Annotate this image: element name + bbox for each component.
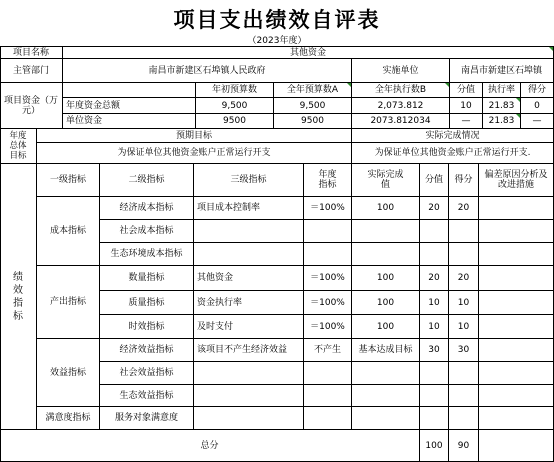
perf-side-label: 绩效指标 bbox=[0, 164, 37, 430]
output-quality-score: 10 bbox=[449, 291, 479, 315]
goal-expected-header: 预期目标 bbox=[37, 129, 352, 143]
funds-row-total-initial: 9,500 bbox=[196, 98, 274, 114]
funds-row-unit-annual: 9500 bbox=[274, 114, 352, 129]
benefit-target: 不产生 bbox=[304, 339, 352, 362]
satisfaction-score-full bbox=[420, 407, 449, 430]
benefit-l2-eco: 生态效益指标 bbox=[100, 385, 194, 407]
perf-header-l2: 二级指标 bbox=[100, 164, 194, 197]
funds-header-score-full: 分值 bbox=[450, 83, 483, 98]
funds-header-blank bbox=[63, 83, 196, 98]
benefit-score-full: 30 bbox=[420, 339, 449, 362]
benefit-deviation bbox=[479, 339, 554, 362]
cost-l3-social bbox=[194, 220, 304, 243]
total-score: 90 bbox=[449, 430, 479, 462]
cost-social-score bbox=[449, 220, 479, 243]
cost-actual: 100 bbox=[352, 197, 420, 220]
funds-header-initial: 年初预算数 bbox=[196, 83, 274, 98]
project-name-value: 其他资金 bbox=[63, 47, 554, 59]
perf-header-target: 年度指标 bbox=[304, 164, 352, 197]
benefit-social-actual bbox=[352, 362, 420, 385]
cost-eco-deviation bbox=[479, 243, 554, 266]
cost-l2-social: 社会成本指标 bbox=[100, 220, 194, 243]
funds-row-total-exec: 2,073.812 bbox=[352, 98, 450, 114]
funds-row-unit-rate: 21.83 bbox=[483, 114, 521, 129]
cost-target: ＝100% bbox=[304, 197, 352, 220]
cost-l2-eco: 生态环境成本指标 bbox=[100, 243, 194, 266]
funds-header-annual-exec: 全年执行数B bbox=[352, 83, 450, 98]
funds-label: 项目资金（万元） bbox=[0, 83, 63, 129]
funds-header-annual-budget: 全年预算数A bbox=[274, 83, 352, 98]
funds-row-unit-name: 单位资金 bbox=[63, 114, 196, 129]
output-l3-quantity: 其他资金 bbox=[194, 266, 304, 291]
impl-unit-value: 南昌市新建区石埠镇 bbox=[450, 59, 554, 83]
benefit-social-deviation bbox=[479, 362, 554, 385]
satisfaction-deviation bbox=[479, 407, 554, 430]
cost-social-deviation bbox=[479, 220, 554, 243]
year-label: （2023年度） bbox=[247, 36, 307, 46]
cost-deviation bbox=[479, 197, 554, 220]
benefit-social-score bbox=[449, 362, 479, 385]
output-quantity-target: ＝100% bbox=[304, 266, 352, 291]
benefit-l3-eco bbox=[194, 385, 304, 407]
dept-value: 南昌市新建区石埠镇人民政府 bbox=[63, 59, 352, 83]
output-quantity-actual: 100 bbox=[352, 266, 420, 291]
output-quality-score-full: 10 bbox=[420, 291, 449, 315]
benefit-l3-economic: 该项目不产生经济效益 bbox=[194, 339, 304, 362]
perf-header-l1: 一级指标 bbox=[37, 164, 100, 197]
funds-row-unit-score: — bbox=[521, 114, 554, 129]
benefit-actual: 基本达成目标 bbox=[352, 339, 420, 362]
perf-header-deviation: 偏差原因分析及改进措施 bbox=[479, 164, 554, 197]
funds-row-total-name: 年度资金总额 bbox=[63, 98, 196, 114]
satisfaction-l1: 满意度指标 bbox=[37, 407, 100, 430]
benefit-social-target bbox=[304, 362, 352, 385]
cost-social-score-full bbox=[420, 220, 449, 243]
benefit-l3-social bbox=[194, 362, 304, 385]
satisfaction-l3 bbox=[194, 407, 304, 430]
benefit-eco-score-full bbox=[420, 385, 449, 407]
benefit-l2-economic: 经济效益指标 bbox=[100, 339, 194, 362]
cost-eco-score-full bbox=[420, 243, 449, 266]
output-timeliness-target: ＝100% bbox=[304, 315, 352, 339]
benefit-l2-social: 社会效益指标 bbox=[100, 362, 194, 385]
funds-row-unit-score-full: — bbox=[450, 114, 483, 129]
cost-l2-economic: 经济成本指标 bbox=[100, 197, 194, 220]
output-l2-quantity: 数量指标 bbox=[100, 266, 194, 291]
total-score-full: 100 bbox=[420, 430, 449, 462]
cost-l3-eco bbox=[194, 243, 304, 266]
output-l3-timeliness: 及时支付 bbox=[194, 315, 304, 339]
output-timeliness-deviation bbox=[479, 315, 554, 339]
funds-header-score: 得分 bbox=[521, 83, 554, 98]
output-quantity-score-full: 20 bbox=[420, 266, 449, 291]
perf-header-actual: 实际完成值 bbox=[352, 164, 420, 197]
funds-row-unit-exec: 2073.812034 bbox=[352, 114, 450, 129]
benefit-score: 30 bbox=[449, 339, 479, 362]
goal-actual-header: 实际完成情况 bbox=[352, 129, 554, 143]
output-quality-deviation bbox=[479, 291, 554, 315]
goal-expected-text: 为保证单位其他资金账户正常运行开支 bbox=[37, 143, 352, 164]
impl-unit-label: 实施单位 bbox=[352, 59, 450, 83]
total-deviation bbox=[479, 430, 554, 462]
funds-row-total-score: 0 bbox=[521, 98, 554, 114]
output-l1: 产出指标 bbox=[37, 266, 100, 339]
satisfaction-score bbox=[449, 407, 479, 430]
output-quantity-score: 20 bbox=[449, 266, 479, 291]
output-quality-target: ＝100% bbox=[304, 291, 352, 315]
satisfaction-target bbox=[304, 407, 352, 430]
cost-eco-actual bbox=[352, 243, 420, 266]
funds-row-total-annual: 9,500 bbox=[274, 98, 352, 114]
benefit-eco-actual bbox=[352, 385, 420, 407]
goal-label: 年度总体目标 bbox=[0, 129, 37, 164]
output-timeliness-actual: 100 bbox=[352, 315, 420, 339]
cost-eco-target bbox=[304, 243, 352, 266]
funds-row-unit-initial: 9500 bbox=[196, 114, 274, 129]
funds-header-exec-rate: 执行率 bbox=[483, 83, 521, 98]
benefit-eco-target bbox=[304, 385, 352, 407]
benefit-eco-deviation bbox=[479, 385, 554, 407]
perf-header-score: 得分 bbox=[449, 164, 479, 197]
benefit-social-score-full bbox=[420, 362, 449, 385]
satisfaction-actual bbox=[352, 407, 420, 430]
cost-l1: 成本指标 bbox=[37, 197, 100, 266]
total-label: 总分 bbox=[0, 430, 420, 462]
cost-eco-score bbox=[449, 243, 479, 266]
output-quality-actual: 100 bbox=[352, 291, 420, 315]
output-timeliness-score-full: 10 bbox=[420, 315, 449, 339]
cost-score-full: 20 bbox=[420, 197, 449, 220]
perf-header-score-full: 分值 bbox=[420, 164, 449, 197]
output-quantity-deviation bbox=[479, 266, 554, 291]
output-l3-quality: 资金执行率 bbox=[194, 291, 304, 315]
cost-score: 20 bbox=[449, 197, 479, 220]
project-name-label: 项目名称 bbox=[0, 47, 63, 59]
output-timeliness-score: 10 bbox=[449, 315, 479, 339]
benefit-eco-score bbox=[449, 385, 479, 407]
satisfaction-l2: 服务对象满意度 bbox=[100, 407, 194, 430]
output-l2-timeliness: 时效指标 bbox=[100, 315, 194, 339]
goal-actual-text: 为保证单位其他资金账户正常运行开支. bbox=[352, 143, 554, 164]
cost-social-actual bbox=[352, 220, 420, 243]
cost-l3-economic: 项目成本控制率 bbox=[194, 197, 304, 220]
funds-row-total-score-full: 10 bbox=[450, 98, 483, 114]
output-l2-quality: 质量指标 bbox=[100, 291, 194, 315]
benefit-l1: 效益指标 bbox=[37, 339, 100, 407]
cost-social-target bbox=[304, 220, 352, 243]
funds-row-total-rate: 21.83 bbox=[483, 98, 521, 114]
page-title: 项目支出绩效自评表 bbox=[173, 7, 381, 32]
perf-header-l3: 三级指标 bbox=[194, 164, 304, 197]
dept-label: 主管部门 bbox=[0, 59, 63, 83]
